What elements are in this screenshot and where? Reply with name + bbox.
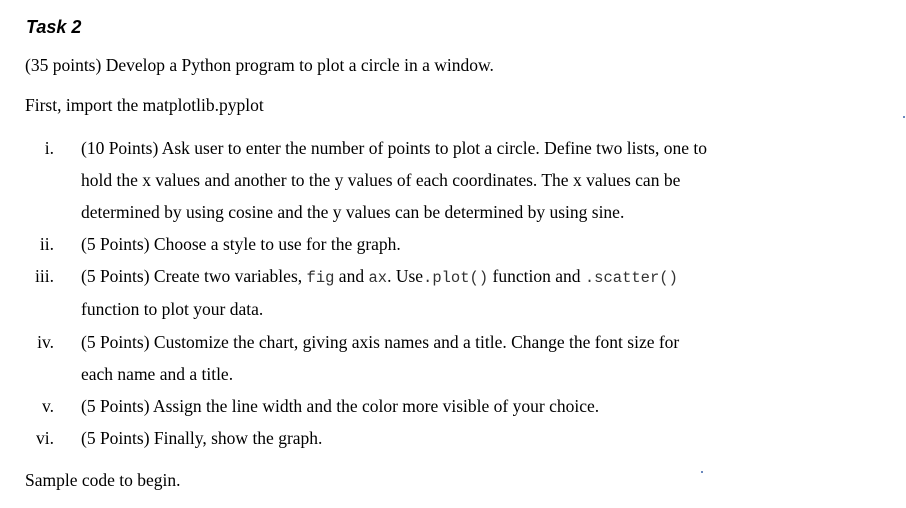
task-intro: (35 points) Develop a Python program to plot a circle in a window. xyxy=(25,55,494,75)
item-vi-line-1: (5 Points) Finally, show the graph. xyxy=(81,428,323,448)
item-number-i: i. xyxy=(44,138,54,158)
item-ii-line-1: (5 Points) Choose a style to use for the graph. xyxy=(81,234,401,254)
stray-dot-mark xyxy=(701,471,703,473)
item-iii-text-4: function and xyxy=(488,266,585,286)
item-number-iv: iv. xyxy=(37,332,54,352)
item-number-ii: ii. xyxy=(39,234,54,254)
item-iii-text-3: . Use xyxy=(387,266,424,286)
item-number-v: v. xyxy=(42,396,54,416)
item-i-line-2: hold the x values and another to the y values of each coordinates. The x values can be xyxy=(81,170,681,190)
item-iii-line-2: function to plot your data. xyxy=(81,299,264,319)
item-iii-text-2: and xyxy=(334,266,369,286)
task-title: Task 2 xyxy=(26,17,82,37)
item-i-line-3: determined by using cosine and the y values can be determined by using sine. xyxy=(81,202,625,222)
first-instruction: First, import the matplotlib.pyplot xyxy=(25,95,264,115)
edge-dot-mark xyxy=(903,116,905,118)
item-number-iii: iii. xyxy=(35,266,54,286)
item-iii-line-1 xyxy=(81,265,678,289)
item-iii-text-1: (5 Points) Create two variables, xyxy=(81,266,307,286)
code-plot: .plot() xyxy=(423,269,489,287)
item-iv-line-1: (5 Points) Customize the chart, giving axis names and a title. Change the font size for xyxy=(81,332,680,352)
code-ax: ax xyxy=(368,269,388,287)
item-iv-line-2: each name and a title. xyxy=(81,364,234,384)
code-fig: fig xyxy=(306,269,335,287)
item-i-line-1: (10 Points) Ask user to enter the number of points to plot a circle. Define two lists, one to xyxy=(81,138,708,158)
code-scatter: .scatter() xyxy=(584,269,678,287)
sample-code-note: Sample code to begin. xyxy=(25,470,181,490)
item-v-line-1: (5 Points) Assign the line width and the color more visible of your choice. xyxy=(81,396,600,416)
item-number-vi: vi. xyxy=(36,428,54,448)
